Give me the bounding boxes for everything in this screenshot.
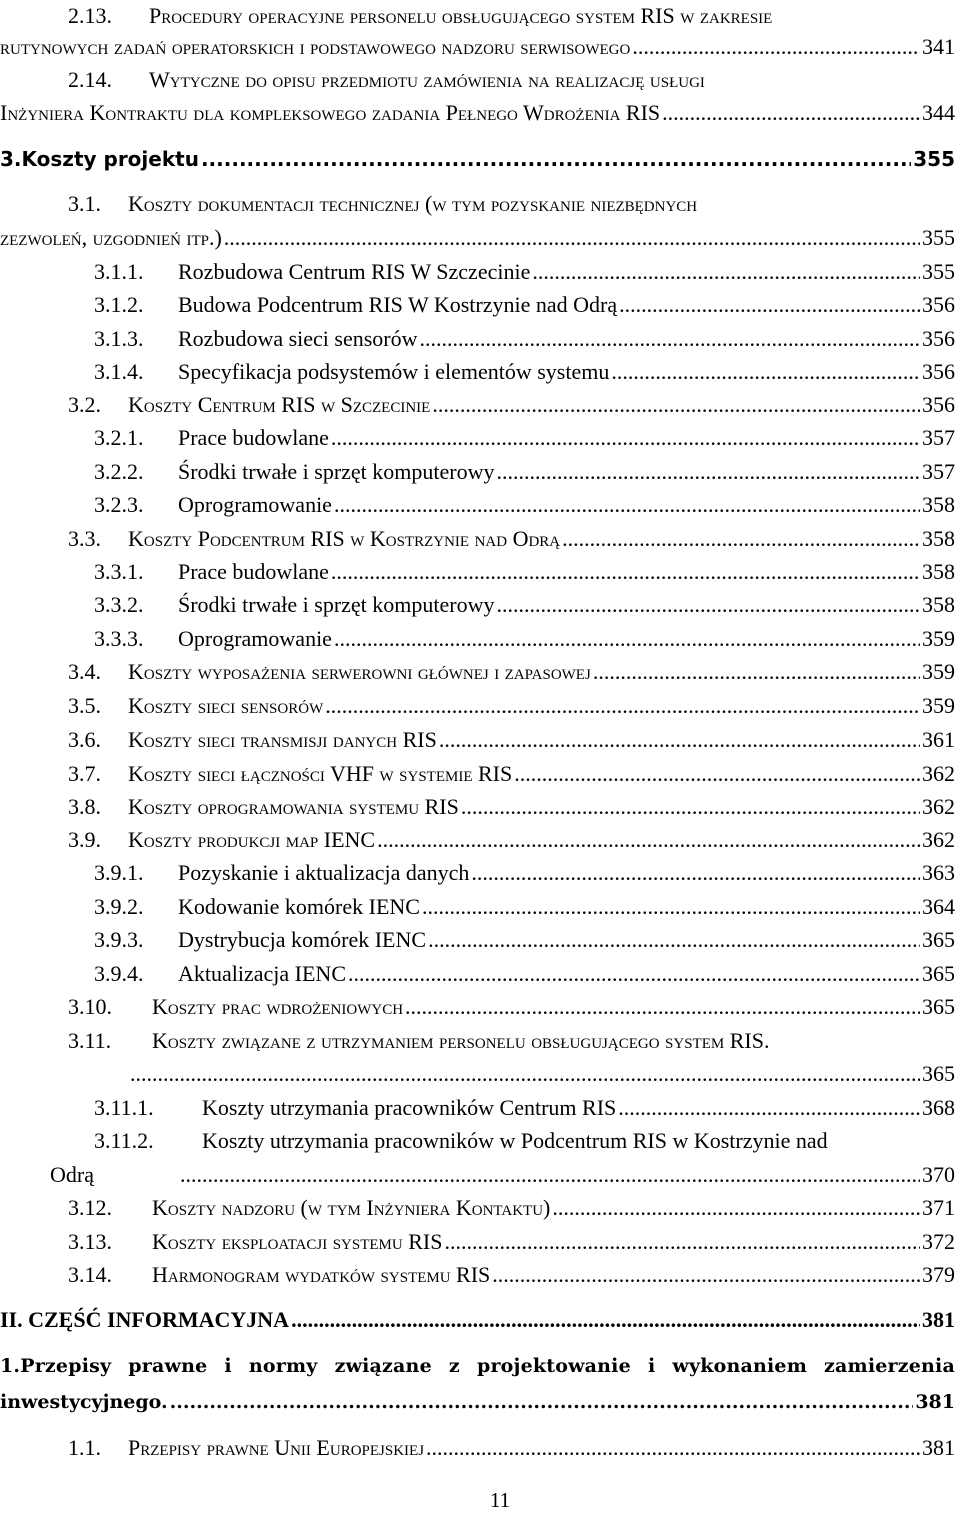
toc-entry-3-12[interactable]: 3.12. Koszty nadzoru (w tym Inżyniera Kontaktu) ..... 371 [68,1192,955,1224]
toc-entry-3[interactable]: 3.Koszty projektu ..... 355 [0,143,955,175]
toc-entry-3-9-3[interactable]: 3.9.3. Dystrybucja komórek IENC ..... 365 [94,924,955,956]
toc-entry-3-1-line1[interactable]: 3.1. Koszty dokumentacji technicznej (w tym pozyskanie niezbędnych [68,191,698,216]
toc-entry-3-3-3[interactable]: 3.3.3. Oprogramowanie ..... 359 [94,623,955,655]
toc-entry-3-9-2[interactable]: 3.9.2. Kodowanie komórek IENC ..... 364 [94,891,955,923]
toc-entry-2-14-line1[interactable]: 2.14. Wytyczne do opisu przedmiotu zamówienia na realizację usługi [68,67,705,92]
toc-entry-3-1-3[interactable]: 3.1.3. Rozbudowa sieci sensorów ..... 356 [94,323,955,355]
toc-entry-1-line2[interactable]: inwestycyjnego. ..... 381 [0,1386,955,1418]
toc-entry-1-line1[interactable]: 1.Przepisy prawne i normy związane z projektowanie i wykonaniem zamierzenia [0,1355,955,1377]
toc-entry-2-13-line1[interactable]: 2.13. Procedury operacyjne personelu obsługującego system RIS w zakresie [68,3,773,28]
toc-entry-3-1-2[interactable]: 3.1.2. Budowa Podcentrum RIS W Kostrzynie nad Odrą ..... 356 [94,289,955,321]
toc-entry-3-1-1[interactable]: 3.1.1. Rozbudowa Centrum RIS W Szczecinie ..... 355 [94,256,955,288]
toc-entry-3-10[interactable]: 3.10. Koszty prac wdrożeniowych ..... 365 [68,991,955,1023]
toc-entry-3-4[interactable]: 3.4. Koszty wyposażenia serwerowni głównej i zapasowej ..... 359 [68,656,955,688]
toc-entry-3-11-1[interactable]: 3.11.1. Koszty utrzymania pracowników Centrum RIS ..... 368 [94,1092,955,1124]
toc-entry-3-2-3[interactable]: 3.2.3. Oprogramowanie ..... 358 [94,489,955,521]
toc-entry-3-2-2[interactable]: 3.2.2. Środki trwałe i sprzęt komputerowy ..... 357 [94,456,955,488]
toc-entry-3-1-4[interactable]: 3.1.4. Specyfikacja podsystemów i elementów systemu ..... 356 [94,356,955,388]
toc-entry-2-14-line2[interactable]: Inżyniera Kontraktu dla kompleksowego zadania Pełnego Wdrożenia RIS ..... 344 [0,97,955,129]
toc-entry-3-1-line2[interactable]: zezwoleń, uzgodnień itp.) ..... 355 [0,222,955,254]
toc-entry-3-8[interactable]: 3.8. Koszty oprogramowania systemu RIS ..... 362 [68,791,955,823]
toc-entry-3-6[interactable]: 3.6. Koszty sieci transmisji danych RIS ..... 361 [68,724,955,756]
toc-entry-2-13-line2[interactable]: rutynowych zadań operatorskich i podstawowego nadzoru serwisowego ..... 341 [0,31,955,63]
toc-entry-3-11-2-line1[interactable]: 3.11.2. Koszty utrzymania pracowników w Podcentrum RIS w Kostrzynie nad [94,1128,828,1153]
toc-entry-3-11-line2[interactable]: ..... 365 [130,1058,955,1090]
toc-entry-3-3-1[interactable]: 3.3.1. Prace budowlane ..... 358 [94,556,955,588]
toc-entry-3-9[interactable]: 3.9. Koszty produkcji map IENC ..... 362 [68,824,955,856]
toc-entry-3-11-line1[interactable]: 3.11. Koszty związane z utrzymaniem personelu obsługującego system RIS. [68,1028,770,1053]
toc-entry-3-9-4[interactable]: 3.9.4. Aktualizacja IENC ..... 365 [94,958,955,990]
toc-entry-3-14[interactable]: 3.14. Harmonogram wydatków systemu RIS ..... 379 [68,1259,955,1291]
toc-entry-3-9-1[interactable]: 3.9.1. Pozyskanie i aktualizacja danych ..... 363 [94,857,955,889]
toc-entry-1-1[interactable]: 1.1. Przepisy prawne Unii Europejskiej ..... 381 [68,1432,955,1464]
toc-entry-3-5[interactable]: 3.5. Koszty sieci sensorów ..... 359 [68,690,955,722]
toc-entry-part-ii[interactable]: II. CZĘŚĆ INFORMACYJNA ..... 381 [0,1304,955,1336]
toc-entry-3-2-1[interactable]: 3.2.1. Prace budowlane ..... 357 [94,422,955,454]
page-number: 11 [489,1488,511,1512]
toc-entry-3-13[interactable]: 3.13. Koszty eksploatacji systemu RIS ..... 372 [68,1226,955,1258]
toc-entry-3-7[interactable]: 3.7. Koszty sieci łączności VHF w systemie RIS ..... 362 [68,758,955,790]
toc-entry-3-3-2[interactable]: 3.3.2. Środki trwałe i sprzęt komputerowy ..... 358 [94,589,955,621]
toc-entry-3-2[interactable]: 3.2. Koszty Centrum RIS w Szczecinie ..... 356 [68,389,955,421]
toc-entry-3-3[interactable]: 3.3. Koszty Podcentrum RIS w Kostrzynie nad Odrą ..... 358 [68,523,955,555]
toc-entry-3-11-2-line2[interactable]: Odrą ..... 370 [50,1159,955,1191]
